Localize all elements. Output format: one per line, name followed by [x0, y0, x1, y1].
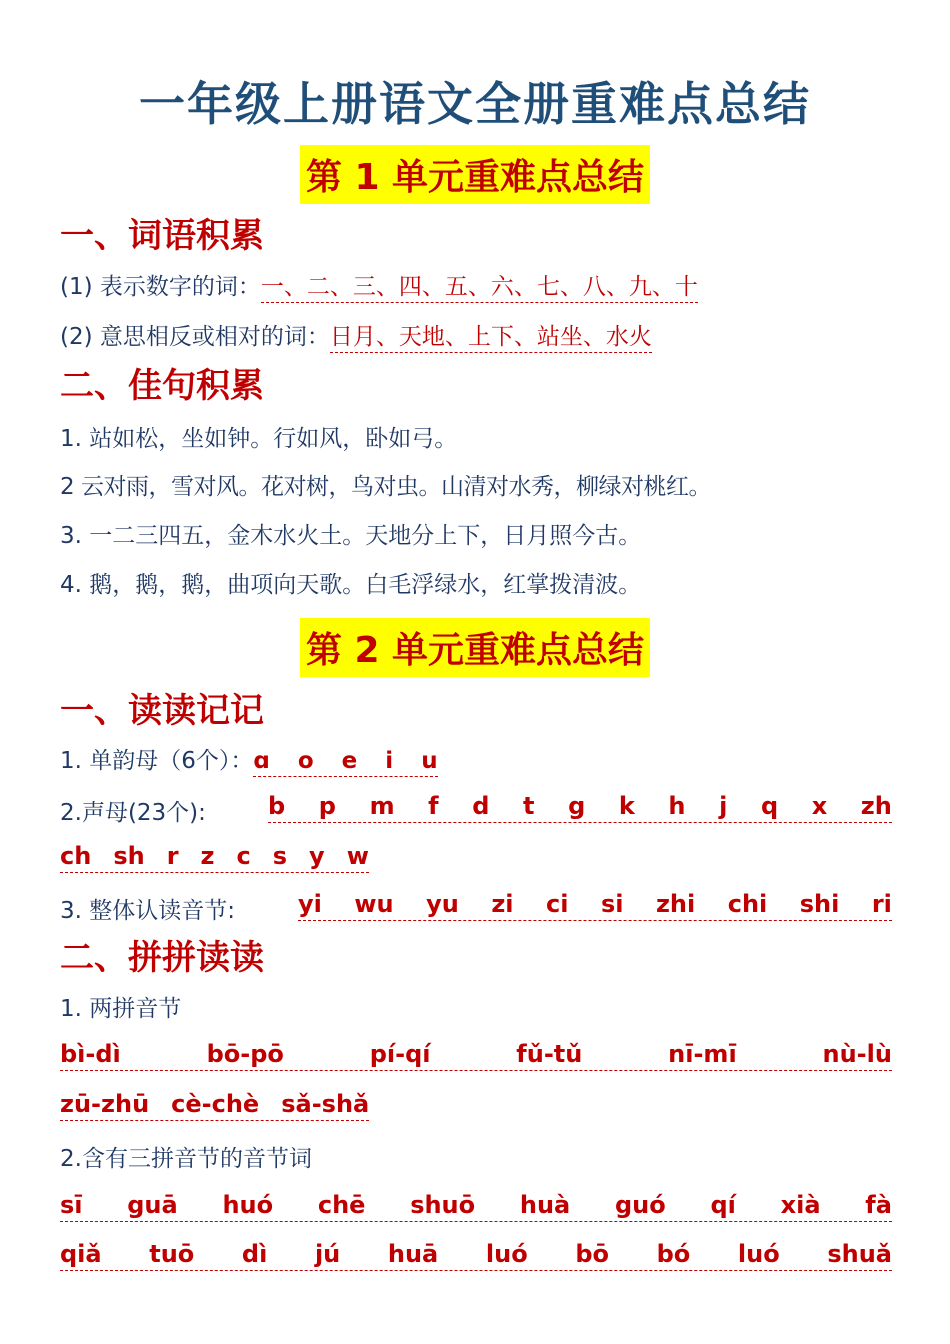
syllable: si: [600, 890, 624, 918]
syllable: shuǎ: [827, 1240, 892, 1268]
initial: p: [318, 792, 336, 820]
initial: y: [309, 842, 325, 870]
two-syllable-row-1: [60, 1040, 892, 1071]
three-syllable-row-1: [60, 1191, 892, 1222]
syllable: sī: [60, 1191, 83, 1219]
syllable: guó: [614, 1191, 666, 1219]
initial: r: [166, 842, 179, 870]
page-title: 一年级上册语文全册重难点总结: [139, 77, 811, 131]
initial: h: [668, 792, 686, 820]
syllable: pí-qí: [369, 1040, 431, 1068]
initial: b: [268, 792, 286, 820]
three-syllable-row-2: [60, 1240, 892, 1271]
initial: sh: [113, 842, 145, 870]
syllable: tuō: [149, 1240, 195, 1268]
syllable: luó: [485, 1240, 528, 1268]
unit1-sentence-3: 3. 一二三四五，金木水火土。天地分上下，日月照今古。: [60, 523, 642, 549]
syllable: guā: [127, 1191, 178, 1219]
syllable: qí: [710, 1191, 736, 1219]
initial: w: [346, 842, 369, 870]
unit2-section2-heading: 二、拼拼读读: [60, 938, 264, 978]
syllable: zū-zhū: [60, 1090, 150, 1118]
syllable: zi: [491, 890, 514, 918]
syllable: xià: [780, 1191, 821, 1219]
syllable: nī-mī: [668, 1040, 737, 1068]
syllable: shuō: [410, 1191, 476, 1219]
initial: t: [523, 792, 535, 820]
whole-syllables-row: [298, 890, 892, 921]
initial: z: [200, 842, 215, 870]
unit1-sentence-4: 4. 鹅，鹅，鹅，曲项向天歌。白毛浮绿水，红掌拨清波。: [60, 572, 642, 598]
syllable: bō-pō: [206, 1040, 284, 1068]
unit1-vocab-item-1: [60, 268, 698, 301]
syllable: shi: [799, 890, 840, 918]
syllable: dì: [241, 1240, 268, 1268]
initial: c: [236, 842, 251, 870]
initial: k: [618, 792, 635, 820]
syllable: qiǎ: [60, 1240, 102, 1268]
unit1-section2-heading: 二、佳句积累: [60, 366, 264, 406]
initial: m: [369, 792, 395, 820]
initials-row-2: [60, 842, 369, 873]
initial: s: [272, 842, 288, 870]
unit1-title: 第 1 单元重难点总结: [300, 145, 650, 204]
two-syllable-row-2: [60, 1090, 369, 1121]
syllable: huó: [222, 1191, 274, 1219]
initial: d: [472, 792, 490, 820]
syllable: bō: [575, 1240, 609, 1268]
syllable: wu: [354, 890, 394, 918]
whole-syllables-label: 3. 整体认读音节:: [60, 898, 236, 924]
syllable: fǔ-tǔ: [516, 1040, 583, 1068]
unit1-sentence-1: 1. 站如松，坐如钟。行如风，卧如弓。: [60, 426, 458, 452]
item-answer: 一、二、三、四、五、六、七、八、九、十: [261, 274, 698, 303]
initials-label: 2.声母(23个):: [60, 800, 206, 826]
vowels-answer: ɑ o e i u: [253, 748, 437, 777]
unit1-sentence-2: 2 云对雨，雪对风。花对树，鸟对虫。山清对水秀，柳绿对桃红。: [60, 474, 711, 500]
unit2-title: 第 2 单元重难点总结: [300, 618, 650, 677]
syllable: bì-dì: [60, 1040, 121, 1068]
initial: f: [428, 792, 439, 820]
syllable: jú: [314, 1240, 341, 1268]
syllable: luó: [737, 1240, 780, 1268]
syllable: yu: [426, 890, 459, 918]
syllable: chi: [727, 890, 768, 918]
syllable: yi: [298, 890, 322, 918]
item-label: (1) 表示数字的词：: [60, 274, 261, 300]
unit1-vocab-item-2: [60, 318, 652, 351]
initial: g: [568, 792, 586, 820]
syllable: huā: [387, 1240, 439, 1268]
vowels-line: [60, 742, 438, 775]
item-label: (2) 意思相反或相对的词：: [60, 324, 330, 350]
initial: x: [811, 792, 828, 820]
syllable: sǎ-shǎ: [281, 1090, 370, 1118]
syllable: cè-chè: [171, 1090, 260, 1118]
syllable: huà: [519, 1191, 571, 1219]
syllable: bó: [656, 1240, 691, 1268]
initial: zh: [860, 792, 892, 820]
item-answer: 日月、天地、上下、站坐、水火: [330, 324, 652, 353]
unit1-section1-heading: 一、词语积累: [60, 216, 264, 256]
unit2-section1-heading: 一、读读记记: [60, 691, 264, 731]
syllable: ri: [871, 890, 892, 918]
syllable: zhi: [655, 890, 696, 918]
initial: q: [760, 792, 779, 820]
two-syllable-label: 1. 两拼音节: [60, 996, 182, 1022]
initials-row-1: [268, 792, 892, 823]
syllable: chē: [317, 1191, 366, 1219]
three-syllable-label: 2.含有三拼音节的音节词: [60, 1146, 312, 1172]
syllable: ci: [546, 890, 569, 918]
syllable: nù-lù: [822, 1040, 892, 1068]
vowels-label: 1. 单韵母（6个）：: [60, 748, 254, 774]
initial: ch: [60, 842, 92, 870]
syllable: fà: [865, 1191, 892, 1219]
initial: j: [719, 792, 728, 820]
